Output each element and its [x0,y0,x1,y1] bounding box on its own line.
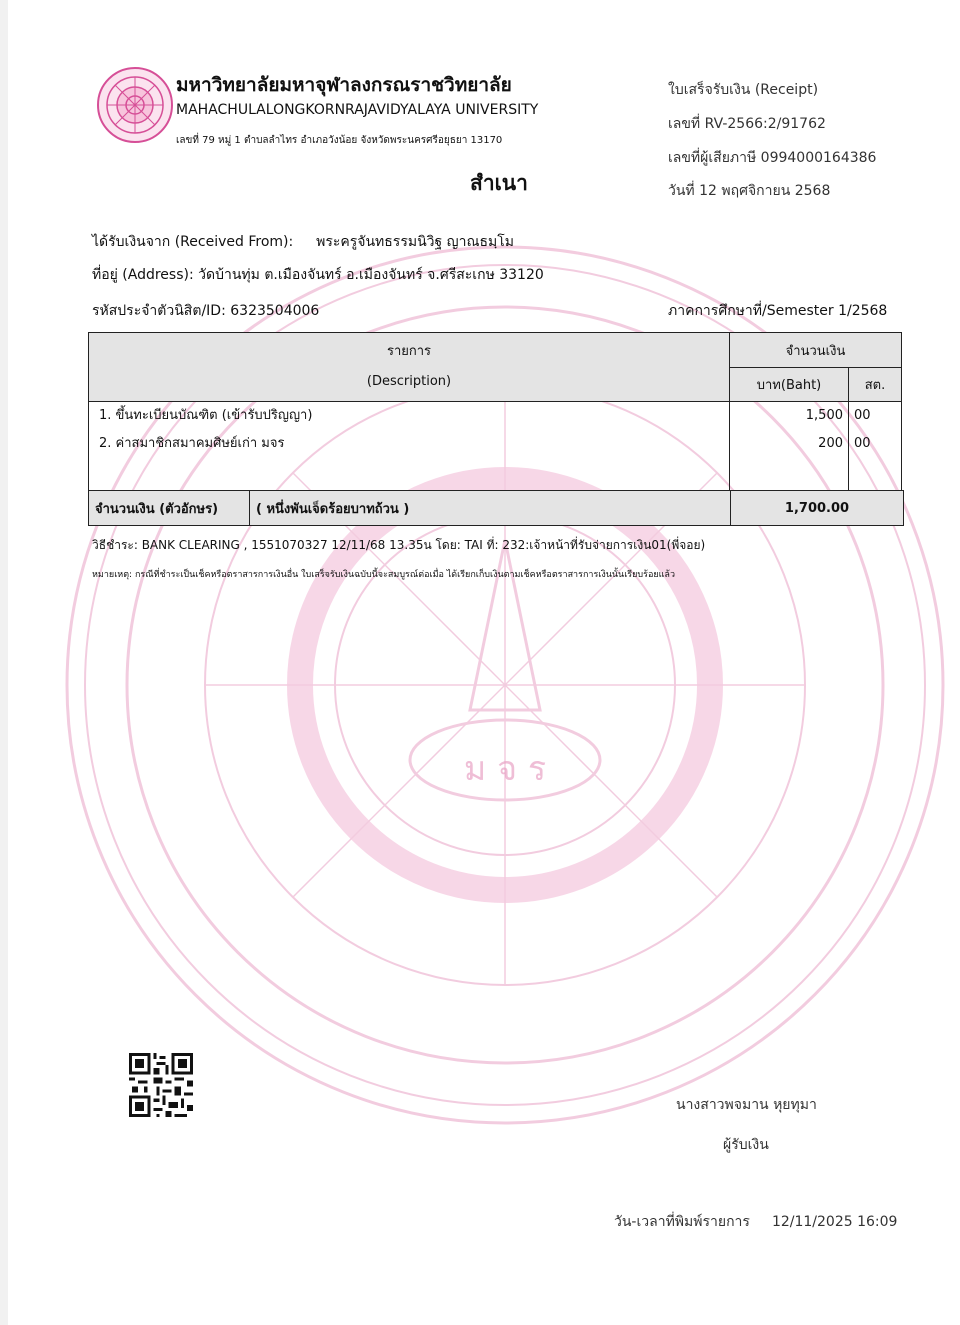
tax-id: เลขที่ผู้เสียภาษี 0994000164386 [668,150,877,166]
list-item: 1. ขึ้นทะเบียนบัณฑิต (เข้ารับปริญญา) [99,408,313,423]
student-id-label: รหัสประจำตัวนิสิต/ID: [92,303,226,319]
description-header [89,333,730,402]
item-satang: 00 [854,436,871,451]
university-name-thai: มหาวิทยาลัยมหาจุฬาลงกรณราชวิทยาลัย [176,74,512,96]
printed-label: วัน-เวลาที่พิมพ์รายการ [614,1214,750,1230]
items-description-cell [89,402,730,491]
printed-value: 12/11/2025 16:09 [771,1214,898,1230]
description-header-english: (Description) [366,374,452,389]
items-baht-cell [730,402,849,491]
received-from-label: ได้รับเงินจาก (Received From): [92,234,294,250]
university-name-english: MAHACHULALONGKORNRAJAVIDYALAYA UNIVERSITY [176,102,539,118]
address-value: วัดบ้านทุ่ม ต.เมืองจันทร์ อ.เมืองจันทร์ จ.ศรีสะเกษ 33120 [198,267,544,283]
remark-note: หมายเหตุ: กรณีที่ชำระเป็นเช็คหรือตราสารการเงินอื่น ใบเสร็จรับเงินฉบับนี้จะสมบูรณ์ต่อเมื่อ ได้เรียกเก็บเงินตามเช็คหรือตราสารการเงินนั้นเรียบร้อยแล้ว [92,570,675,580]
item-baht: 200 [818,436,843,451]
receipt-date: วันที่ 12 พฤศจิกายน 2568 [668,183,831,199]
baht-header: บาท(Baht) [730,368,849,402]
total-amount: 1,700.00 [731,491,904,526]
receipt-number: เลขที่ RV-2566:2/91762 [668,116,826,132]
receipt-title: ใบเสร็จรับเงิน (Receipt) [668,82,819,98]
received-from-value: พระครูจันทธรรมนิวิฐ ญาณธมฺโม [316,234,514,250]
total-label: จำนวนเงิน (ตัวอักษร) [89,491,250,526]
signer-name: นางสาวพจมาน หุยทุมา [676,1097,817,1113]
total-in-words: ( หนึ่งพันเจ็ดร้อยบาทถ้วน ) [250,491,731,526]
list-item: 2. ค่าสมาชิกสมาคมศิษย์เก่า มจร [99,436,285,451]
address-row [92,264,544,286]
receipt-items-table [88,332,902,491]
item-baht: 1,500 [805,408,843,423]
student-id-value: 6323504006 [230,303,320,319]
total-row-table [88,490,904,526]
university-address: เลขที่ 79 หมู่ 1 ตำบลลำไทร อำเภอวังน้อย จังหวัดพระนครศรีอยุธยา 13170 [176,135,503,146]
semester-value: 1/2568 [838,303,888,319]
page-edge [0,0,8,1325]
copy-label: สำเนา [470,171,528,195]
address-label: ที่อยู่ (Address): [92,267,194,283]
description-header-thai: รายการ [386,344,432,359]
qr-code-icon [129,1053,193,1117]
semester-row [668,300,887,322]
payment-method: วิธีชำระ: BANK CLEARING , 1551070327 12/11/68 13.35น โดย: TAI ที่: 232:เจ้าหน้าที่รับจ่ายการเงิน01(พี่จอย) [92,538,706,552]
printed-timestamp [614,1211,897,1233]
items-satang-cell [849,402,902,491]
semester-label: ภาคการศึกษาที่/Semester [668,303,834,319]
signer-role: ผู้รับเงิน [723,1137,769,1153]
student-id-row [92,300,319,322]
item-satang: 00 [854,408,871,423]
satang-header: สต. [849,368,902,402]
watermark-seal-text: ม จ ร [463,749,547,789]
amount-header: จำนวนเงิน [730,333,902,368]
university-logo [96,66,174,144]
received-from-row [92,231,514,253]
